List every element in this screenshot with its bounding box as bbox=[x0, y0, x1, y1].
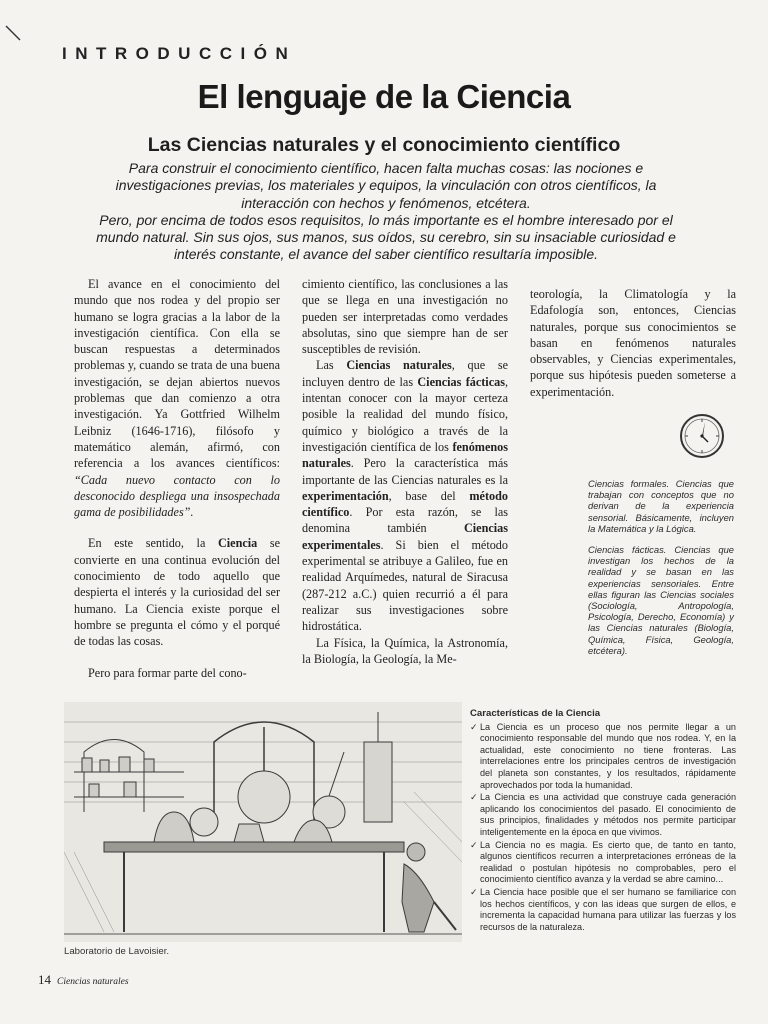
intro-paragraph: Para construir el conocimiento científico, hacen falta muchas cosas: las nociones e investigaciones previas, los materiales y equipos, la vinculación con otros científicos, la interacción con hechos y fenómenos, etcétera. bbox=[115, 160, 657, 211]
lavoisier-laboratory-illustration bbox=[64, 702, 462, 942]
definition-facticas: Ciencias fácticas. Ciencias que investigan los hechos de la realidad y se basan en las experiencias sensoriales. Entre ellas figuran las Ciencias sociales (Sociología, Antropología, Psicología, Derecho, Economía) y las Ciencias naturales (Biología, Química, Física, Geología, etcétera). bbox=[588, 544, 734, 656]
check-icon: ✓ bbox=[470, 839, 478, 850]
body-paragraph bbox=[302, 357, 508, 634]
check-icon: ✓ bbox=[470, 792, 478, 803]
footer-section-name: Ciencias naturales bbox=[57, 977, 129, 987]
body-column-2 bbox=[302, 276, 508, 667]
clock-icon bbox=[678, 412, 726, 460]
corner-mark-icon bbox=[4, 24, 24, 44]
characteristic-text: La Ciencia no es magia. Es cierto que, de tanto en tanto, algunos científicos recurren a interpretaciones erróneas de la realidad o postulan hipótesis no comprobables, pero el conocimiento científico avanza y la verdad se abre camino... bbox=[480, 839, 736, 885]
bold-term: Ciencia bbox=[217, 536, 258, 551]
body-paragraph: cimiento científico, las conclusiones a las que se llega en una investigación no pueden ser interpretadas como verdades absolutas, sino que siempre han de ser susceptibles de revisión. bbox=[302, 277, 508, 357]
body-text: , intentan conocer con la mayor certeza posible la realidad del mundo físico, químico y biológico a través de la investigación científica de los bbox=[302, 374, 508, 454]
characteristics-heading: Características de la Ciencia bbox=[470, 708, 601, 719]
body-text: se convierte en una continua evolución del conocimiento de todo aquello que despierta el interés y la curiosidad del ser humano. La Ciencia existe porque el hombre se pregunta el cómo y el porqué de todas las cosas. bbox=[74, 536, 280, 649]
characteristic-item bbox=[470, 792, 736, 838]
check-icon: ✓ bbox=[470, 721, 478, 732]
page-footer bbox=[38, 972, 129, 988]
characteristics-list bbox=[470, 722, 736, 934]
characteristic-item bbox=[470, 840, 736, 886]
body-text: El avance en el conocimiento del mundo que nos rodea y del propio ser humano se logra gracias a la labor de la investigación científica. Con ella se buscan respuestas a determinados problemas y, cuando se trata de una buena investigación, se dejan abiertos nuevos problemas que dan comienzo a otra investigación. Ya Gottfried Wilhelm Leibniz (1646-1716), filósofo y matemático alemán, afirmó, con referencia a los avances científicos: bbox=[74, 277, 280, 471]
body-text: . Si bien el método experimental se atribuye a Galileo, fue en realidad Arquímedes, natural de Siracusa (287-212 a.C.) quien recurrió a él para realizar sus investigaciones sobre hidrostática. bbox=[302, 537, 508, 634]
characteristic-item bbox=[470, 887, 736, 933]
body-paragraph: Pero para formar parte del cono- bbox=[88, 665, 247, 680]
body-column-3 bbox=[530, 286, 736, 400]
page-number: 14 bbox=[38, 972, 51, 987]
definition-formales: Ciencias formales. Ciencias que trabajan con conceptos que no derivan de la experiencia sensorial. Básicamente, incluyen la Matemática y la Lógica. bbox=[588, 478, 734, 534]
body-text: , base del bbox=[388, 488, 470, 503]
body-text: En este sentido, la bbox=[88, 536, 218, 551]
characteristic-text: La Ciencia es un proceso que nos permite llegar a un conocimiento responsable del mundo que nos rodea. Y, en la actualidad, este conocimiento no tiene fronteras. Las interrelaciones entre los principales centros de investigación del planeta son constantes, y los resultados, rápidamente aprovechados por toda la humanidad. bbox=[480, 721, 736, 790]
body-text: . Por esta razón, se las denomina también bbox=[302, 505, 508, 536]
bold-term: fenómenos naturales bbox=[302, 439, 508, 471]
body-column-1 bbox=[74, 276, 280, 681]
check-icon: ✓ bbox=[470, 886, 478, 897]
intro-paragraphs bbox=[86, 160, 686, 264]
bold-term: experimentación bbox=[302, 488, 389, 503]
sidebar-definitions bbox=[588, 478, 734, 666]
page-title: El lenguaje de la Ciencia bbox=[197, 78, 571, 115]
characteristic-item bbox=[470, 722, 736, 792]
bold-term: Ciencias naturales bbox=[346, 358, 452, 373]
body-paragraph bbox=[74, 535, 280, 649]
bold-term: método científico bbox=[302, 488, 508, 520]
body-text: . Pero la característica más importante de las Ciencias naturales es la bbox=[302, 456, 508, 487]
characteristic-text: La Ciencia es una actividad que construye cada generación aplicando los conocimientos del pasado. El conocimiento de sus principios, finalidades y métodos nos permite participar inteligentemente en la época en que vivimos. bbox=[480, 792, 736, 837]
body-text: Las bbox=[316, 358, 347, 373]
characteristic-text: La Ciencia hace posible que el ser humano se familiarice con los hechos científicos, y con las ideas que surgen de ellos, e incrementa la capacidad humana para utilizar las fuerzas y los recursos de la naturaleza. bbox=[480, 886, 736, 932]
intro-paragraph: Pero, por encima de todos esos requisitos, lo más importante es el hombre interesado por el mundo natural. Sin sus ojos, sus manos, sus oídos, su cerebro, sin su insaciable curiosidad e interés constante, el avance del saber científico resultaría imposible. bbox=[96, 211, 676, 263]
body-paragraph: teorología, la Climatología y la Edafología son, entonces, Ciencias naturales, porque sus conocimientos se basan en fenómenos naturales observables, y Ciencias experimentales, porque sus hipótesis pueden someterse a experimentación. bbox=[530, 287, 736, 399]
characteristics-box bbox=[470, 708, 736, 934]
figure-caption: Laboratorio de Lavoisier. bbox=[64, 946, 170, 957]
section-label: INTRODUCCIÓN bbox=[62, 44, 297, 63]
page-subtitle: Las Ciencias naturales y el conocimiento científico bbox=[147, 134, 621, 156]
bold-term: Ciencias fácticas bbox=[417, 374, 505, 389]
leibniz-quote: “Cada nuevo contacto con lo desconocido despliega una insospechada gama de posibilidades”. bbox=[74, 472, 280, 520]
body-paragraph: La Física, la Química, la Astronomía, la Biología, la Geología, la Me- bbox=[302, 635, 508, 666]
bold-term: Ciencias experimentales bbox=[302, 521, 508, 552]
body-paragraph bbox=[74, 276, 280, 520]
body-text: , que se incluyen dentro de las bbox=[302, 358, 508, 389]
